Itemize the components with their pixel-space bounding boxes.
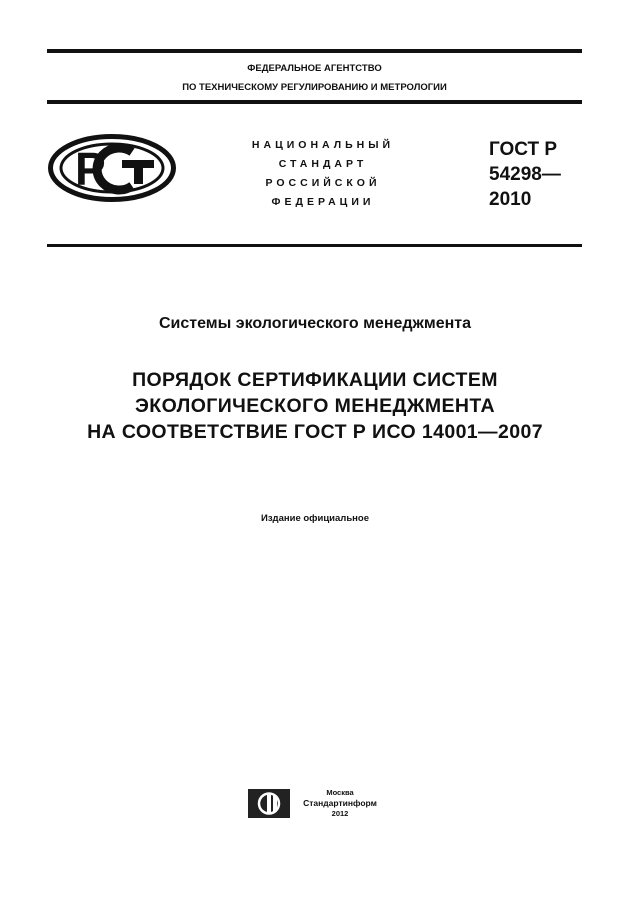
agency-rule — [47, 100, 582, 104]
standard-type-line-2: СТАНДАРТ — [278, 158, 368, 170]
document-title-line-3: НА СООТВЕТСТВИЕ ГОСТ Р ИСО 14001—2007 — [87, 421, 543, 443]
publisher-year: 2012 — [331, 809, 349, 818]
rst-emblem-icon — [48, 134, 176, 202]
svg-text:P: P — [75, 143, 106, 195]
gost-number-line-3: 2010 — [489, 189, 532, 210]
gost-number-line-1: ГОСТ Р — [489, 139, 558, 160]
edition-label: Издание официальное — [261, 513, 369, 524]
document-title-line-1: ПОРЯДОК СЕРТИФИКАЦИИ СИСТЕМ — [132, 369, 498, 391]
agency-line-2: ПО ТЕХНИЧЕСКОМУ РЕГУЛИРОВАНИЮ И МЕТРОЛОГИИ — [182, 82, 447, 93]
agency-line-1: ФЕДЕРАЛЬНОЕ АГЕНТСТВО — [247, 63, 382, 74]
document-subtitle: Системы экологического менеджмента — [158, 315, 472, 332]
standard-type-line-4: ФЕДЕРАЦИИ — [271, 196, 375, 208]
gost-number-line-2: 54298— — [489, 164, 561, 185]
document-title-line-2: ЭКОЛОГИЧЕСКОГО МЕНЕДЖМЕНТА — [135, 395, 495, 417]
standard-type-line-3: РОССИЙСКОЙ — [265, 177, 381, 189]
standard-type-line-1: НАЦИОНАЛЬНЫЙ — [251, 139, 395, 151]
header-rule — [47, 244, 582, 247]
publisher-name: Стандартинформ — [303, 798, 377, 808]
publisher-city: Москва — [326, 788, 354, 797]
standartinform-logo-icon — [247, 788, 291, 819]
top-rule — [47, 49, 582, 53]
